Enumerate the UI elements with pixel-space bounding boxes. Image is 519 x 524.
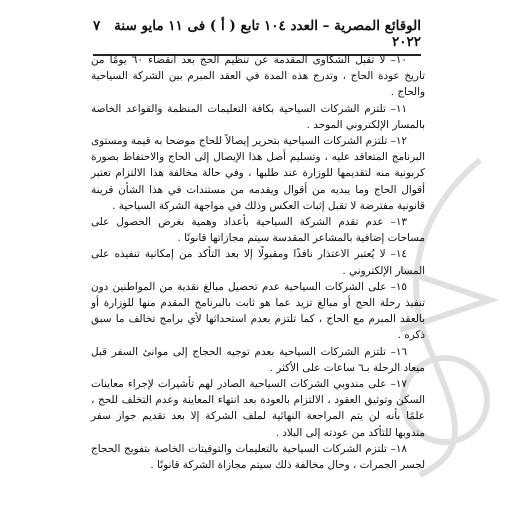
- header-title: الوقائع المصرية – العدد ١٠٤ تابع ( أ ) فى ١١ مايو سنة ٢٠٢٢: [114, 18, 421, 50]
- paragraph-12: ١٢– تلتزم الشركات السياحية بتحرير إيصالاً للحاج موضحا به قيمة ومستوى البرنامج المتعاقد عليه ، وتسليم أصل هذا الإيصال إلى الحاج والاحتفاظ بصورة كربونية منه لتقديمها للوزارة عند طلبها ، وفي حالة مخالفة هذا الالتزام تعتبر أقوال الحاج وما يبديه من أقوال ويقدمه من مستندات في هذا الشأن قرينة قانونية مفترضة لا تقبل إثبات العكس وذلك في مواجهة الشركة السياحية .: [91, 135, 425, 212]
- paragraph-16: ١٦– تلتزم الشركات السياحية بعدم توجيه الحجاج إلى موانئ السفر قبل ميعاد الرحلة بـ٦ ساعات على الأكثر .: [91, 345, 425, 374]
- paragraph-18: ١٨– تلتزم الشركات السياحية بالتعليمات والتوقيتات الخاصة بتفويج الحجاج لجسر الجمرات ، وحال مخالفة ذلك سيتم مجازاة الشركة قانونًا .: [91, 442, 425, 472]
- paragraph-10: ١٠– لا تقبل الشكاوى المقدمة عن تنظيم الحج بعد انقضاء ٦٠ يومًا من تاريخ عودة الحاج ، وتدرج هذه المدة في العقد المبرم بين الشركة السياحية والحاج .: [91, 54, 425, 99]
- page-header: [93, 18, 421, 56]
- paragraph-15: ١٥– على الشركات السياحية عدم تحصيل مبالغ نقدية من المواطنين دون تنفيذ رحلة الحج أو مبالغ تزيد عما هو ثابت بالبرنامج المقدم منها للوزارة أو بالعقد المبرم مع الحاج ، كما تلتزم بعدم استحداثها لأي برامج تخالف ما سبق ذكره .: [91, 280, 425, 342]
- document-body: [91, 52, 425, 473]
- paragraph-13: ١٣– عدم تقدم الشركة السياحية بأعداد وهمية بغرض الحصول على مساحات إضافية بالمشاعر المقدسة سيتم مجازاتها قانونًا .: [91, 216, 425, 245]
- page-number: ٧: [93, 18, 101, 34]
- paragraph-14: ١٤– لا يُعتبر الاعتذار نافذًا ومقبولًا إلا بعد التأكد من إمكانية تنفيذه على المسار الإلكتروني .: [91, 248, 425, 277]
- paragraph-17: ١٧– على مندوبي الشركات السياحية الصادر لهم تأشيرات لإجراء معاينات السكن وتوثيق العقود ، الالتزام بالعودة بعد انتهاء المعاينة وعدم التخلف للحج ، علمًا بأنه لن يتم المراجعة النهائية لملف الشركة إلا بعد تقديم جواز سفر مندوبها للتأكد من عودته إلى البلاد .: [91, 378, 425, 439]
- paragraph-11: ١١– تلتزم الشركات السياحية بكافة التعليمات المنظمة والقواعد الخاصة بالمسار الإلكتروني الموحد .: [91, 102, 425, 131]
